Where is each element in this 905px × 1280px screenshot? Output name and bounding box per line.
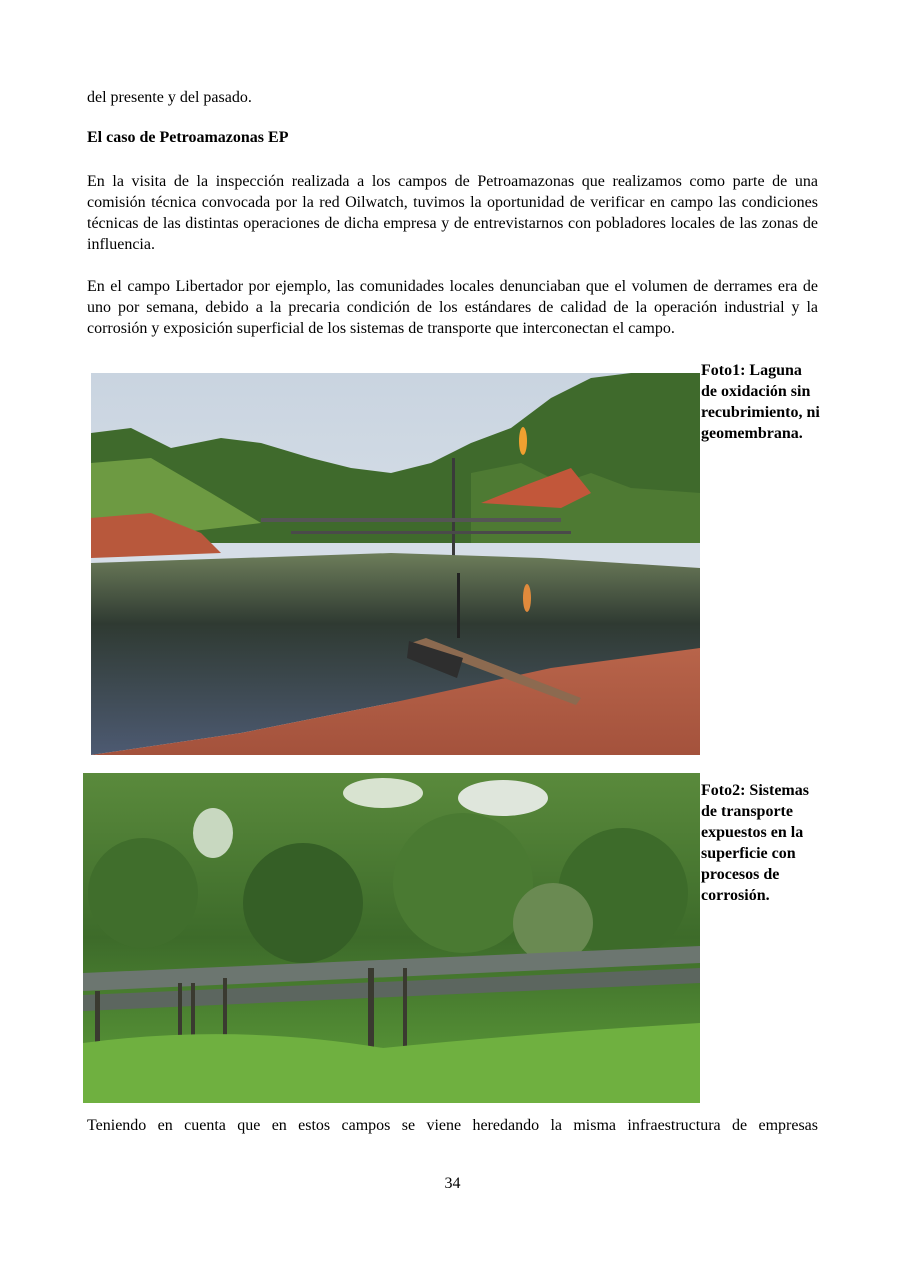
paragraph-infrastructure: Teniendo en cuenta que en estos campos se viene heredando la misma infraestructura de empresas xyxy=(87,1117,818,1134)
paragraph-inspection: En la visita de la inspección realizada a los campos de Petroamazonas que realizamos como parte de una comisión técnica convocada por la red Oilwatch, tuvimos la oportunidad de verificar en campo las condiciones técnicas de las distintas operaciones de dicha empresa y de entrevistarnos con pobladores locales de las zonas de influencia. xyxy=(87,173,818,253)
photo-oxidation-pond xyxy=(91,373,700,755)
oxidation-pond-image xyxy=(91,373,700,755)
figure-caption-2: Foto2: Sistemas de transporte expuestos en la superficie con procesos de corrosión. xyxy=(701,782,809,904)
section-heading: El caso de Petroamazonas EP xyxy=(87,129,289,146)
figure-caption-1: Foto1: Laguna de oxidación sin recubrimiento, ni geomembrana. xyxy=(701,362,820,442)
paragraph-libertador: En el campo Libertador por ejemplo, las comunidades locales denunciaban que el volumen de derrames era de uno por semana, debido a la precaria condición de los estándares de calidad de la operación industrial y la corrosión y exposición superficial de los sistemas de transporte que interconectan el campo. xyxy=(87,278,818,337)
photo-surface-pipelines xyxy=(83,773,700,1103)
continuation-text: del presente y del pasado. xyxy=(87,89,252,106)
surface-pipelines-image xyxy=(83,773,700,1103)
page-number: 34 xyxy=(444,1175,461,1192)
